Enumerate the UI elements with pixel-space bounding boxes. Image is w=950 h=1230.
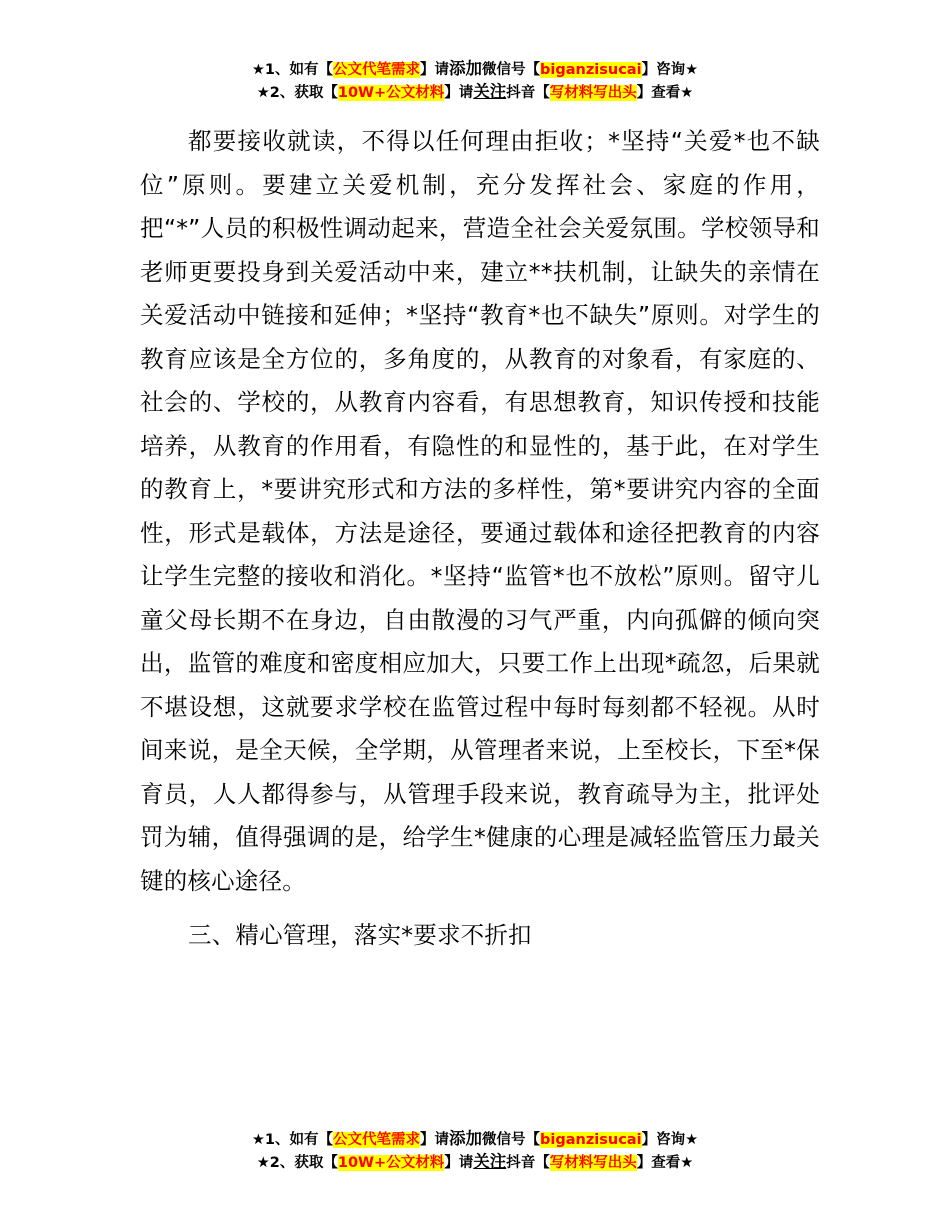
document-body bbox=[140, 120, 820, 958]
star-icon: ★ bbox=[251, 62, 265, 78]
banner-line-1: ★1、如有【公文代笔需求】请添加微信号【biganzisucai】咨询★ bbox=[251, 1129, 699, 1148]
star-icon: ★ bbox=[256, 85, 270, 101]
star-icon: ★ bbox=[685, 62, 699, 78]
banner-line-2: ★2、获取【10W+公文材料】请关注抖音【写材料写出头】查看★ bbox=[256, 82, 694, 101]
highlight-douyin-account: 写材料写出头 bbox=[549, 85, 637, 101]
highlight-wechat-id: biganzisucai bbox=[540, 1132, 642, 1148]
star-icon: ★ bbox=[256, 1155, 270, 1171]
highlight-ghostwriting: 公文代笔需求 bbox=[333, 62, 421, 78]
section-heading: 三、精心管理，落实*要求不折扣 bbox=[188, 921, 532, 949]
highlight-ghostwriting: 公文代笔需求 bbox=[333, 1132, 421, 1148]
header-banner bbox=[0, 58, 950, 104]
star-icon: ★ bbox=[680, 85, 694, 101]
highlight-materials: 10W+公文材料 bbox=[337, 1155, 445, 1171]
highlight-materials: 10W+公文材料 bbox=[337, 85, 445, 101]
star-icon: ★ bbox=[680, 1155, 694, 1171]
body-paragraph: 都要接收就读，不得以任何理由拒收；*坚持“关爱*也不缺位”原则。要建立关爱机制，充分发挥社会、家庭的作用，把“*”人员的积极性调动起来，营造全社会关爱氛围。学校领导和老师更要投身到关爱活动中来，建立**扶机制，让缺失的亲情在关爱活动中链接和延伸；*坚持“教育*也不缺失”原则。对学生的教育应该是全方位的，多角度的，从教育的对象看，有家庭的、社会的、学校的，从教育内容看，有思想教育，知识传授和技能培养，从教育的作用看，有隐性的和显性的，基于此，在对学生的教育上，*要讲究形式和方法的多样性，第*要讲究内容的全面性，形式是载体，方法是途径，要通过载体和途径把教育的内容让学生完整的接收和消化。*坚持“监管*也不放松”原则。留守儿童父母长期不在身边，自由散漫的习气严重，内向孤僻的倾向突出，监管的难度和密度相应加大，只要工作上出现*疏忽，后果就不堪设想，这就要求学校在监管过程中每时每刻都不轻视。从时间来说，是全天候，全学期，从管理者来说，上至校长，下至*保育员，人人都得参与，从管理手段来说，教育疏导为主，批评处罚为辅，值得强调的是，给学生*健康的心理是减轻监管压力最关键的核心途径。 bbox=[140, 127, 820, 895]
highlight-douyin-account: 写材料写出头 bbox=[549, 1155, 637, 1171]
highlight-wechat-id: biganzisucai bbox=[540, 62, 642, 78]
star-icon: ★ bbox=[251, 1132, 265, 1148]
banner-line-2: ★2、获取【10W+公文材料】请关注抖音【写材料写出头】查看★ bbox=[256, 1152, 694, 1171]
star-icon: ★ bbox=[685, 1132, 699, 1148]
banner-line-1: ★1、如有【公文代笔需求】请添加微信号【biganzisucai】咨询★ bbox=[251, 59, 699, 78]
footer-banner bbox=[0, 1128, 950, 1174]
